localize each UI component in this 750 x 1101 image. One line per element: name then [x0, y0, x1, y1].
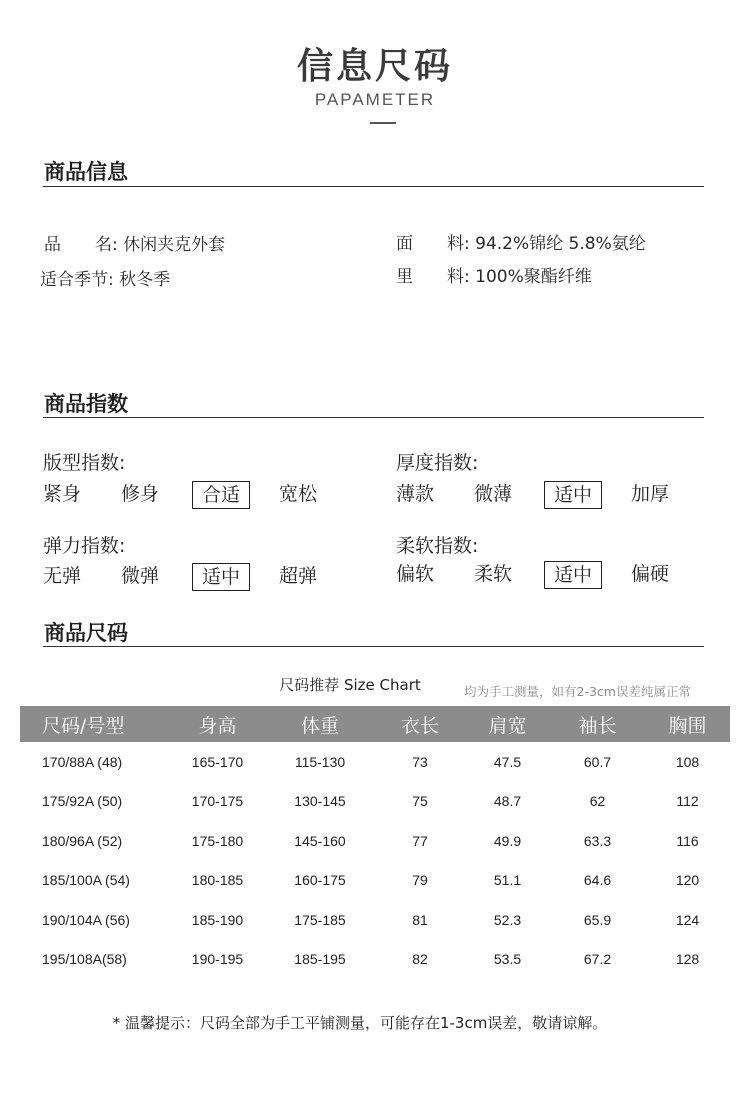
table-cell: 51.1: [493, 872, 522, 889]
fit-option: 宽松: [279, 483, 318, 505]
softness-option: 偏硬: [631, 563, 670, 585]
table-cell: 165-170: [191, 753, 244, 770]
season-value: 秋冬季: [119, 270, 171, 290]
table-cell: 128: [675, 951, 700, 968]
season-label: 适合季节:: [40, 270, 114, 290]
section-divider: [43, 186, 704, 187]
fabric-row: [396, 229, 646, 254]
table-cell: 180-185: [191, 872, 244, 889]
column-header: 衣长: [400, 714, 439, 737]
table-cell: 175-185: [294, 911, 346, 928]
table-cell: 64.6: [583, 872, 612, 889]
fabric-label: 面 料:: [396, 234, 470, 254]
table-cell: 112: [676, 793, 699, 810]
table-cell: 116: [676, 832, 699, 849]
table-cell: 75: [412, 793, 428, 810]
section-heading-product-size: 商品尺码: [44, 621, 128, 645]
table-cell: 195/108A(58): [42, 951, 127, 968]
table-row: [20, 900, 730, 940]
table-cell: 63.3: [583, 832, 612, 849]
table-cell: 185/100A (54): [42, 872, 130, 889]
table-row: [20, 782, 730, 822]
column-header: 袖长: [578, 714, 617, 737]
softness-option: 柔软: [474, 563, 513, 585]
lining-label: 里 料:: [396, 267, 470, 287]
table-row: [20, 821, 730, 861]
thickness-option-selected: 适中: [544, 481, 602, 509]
table-cell: 170-175: [191, 793, 244, 810]
table-cell: 170/88A (48): [42, 753, 123, 770]
table-cell: 47.5: [493, 753, 522, 770]
table-row: [20, 861, 730, 901]
product-name-value: 休闲夹克外套: [123, 235, 226, 255]
table-cell: 73: [412, 753, 428, 770]
table-cell: 145-160: [294, 832, 346, 849]
table-row: [20, 940, 730, 980]
table-row: [20, 742, 730, 782]
table-cell: 49.9: [493, 832, 522, 849]
product-name-label: 品 名:: [44, 235, 118, 255]
lining-row: [396, 262, 592, 287]
table-cell: 52.3: [493, 911, 522, 928]
fit-option: 紧身: [43, 483, 82, 505]
table-cell: 67.2: [583, 951, 612, 968]
column-header: 体重: [300, 714, 339, 737]
section-heading-product-info: 商品信息: [44, 160, 128, 184]
softness-option: 偏软: [396, 563, 435, 585]
page-subtitle: PAPAMETER: [314, 90, 436, 109]
size-table: [20, 706, 730, 979]
table-cell: 190-195: [191, 951, 244, 968]
season-row: [40, 265, 170, 290]
table-cell: 53.5: [493, 951, 522, 968]
table-cell: 124: [675, 911, 700, 928]
softness-index-label: 柔软指数:: [396, 535, 479, 557]
table-cell: 190/104A (56): [42, 911, 130, 928]
table-cell: 65.9: [583, 911, 612, 928]
column-header: 肩宽: [488, 714, 527, 737]
size-chart-note: 均为手工测量，如有2-3cm误差纯属正常: [464, 684, 691, 699]
table-cell: 79: [412, 872, 428, 889]
thickness-option: 薄款: [396, 483, 435, 505]
table-cell: 175/92A (50): [42, 793, 123, 810]
thickness-option: 加厚: [631, 483, 670, 505]
table-cell: 82: [412, 951, 428, 968]
table-cell: 130-145: [294, 793, 346, 810]
softness-option-selected: 适中: [544, 561, 602, 589]
fabric-value: 94.2%锦纶 5.8%氨纶: [475, 234, 646, 254]
elasticity-option: 微弹: [121, 565, 160, 587]
table-cell: 180/96A (52): [42, 832, 123, 849]
elasticity-option: 超弹: [279, 565, 318, 587]
size-chart-title: 尺码推荐 Size Chart: [279, 676, 421, 694]
fit-option: 修身: [121, 483, 160, 505]
table-cell: 60.7: [583, 753, 612, 770]
table-cell: 185-195: [294, 951, 346, 968]
table-cell: 160-175: [294, 872, 346, 889]
elasticity-index-label: 弹力指数:: [43, 535, 126, 557]
table-cell: 115-130: [294, 753, 346, 770]
lining-value: 100%聚酯纤维: [475, 267, 592, 287]
table-cell: 175-180: [191, 832, 244, 849]
table-cell: 48.7: [493, 793, 522, 810]
table-cell: 62: [589, 793, 606, 810]
table-cell: 120: [675, 872, 700, 889]
column-header: 胸围: [668, 714, 707, 737]
section-heading-product-index: 商品指数: [44, 392, 128, 416]
table-cell: 185-190: [191, 911, 244, 928]
table-cell: 81: [412, 911, 428, 928]
footnote: * 温馨提示：尺码全部为手工平铺测量，可能存在1-3cm误差，敬请谅解。: [112, 1014, 608, 1032]
size-table-header-row: [20, 706, 730, 742]
table-cell: 108: [675, 753, 700, 770]
column-header: 尺码/号型: [42, 714, 125, 737]
thickness-option: 微薄: [474, 483, 513, 505]
page-title: 信息尺码: [296, 46, 453, 87]
fit-option-selected: 合适: [192, 481, 250, 509]
product-name-row: [44, 230, 225, 255]
elasticity-option: 无弹: [43, 565, 82, 587]
table-cell: 77: [412, 832, 428, 849]
section-divider: [43, 417, 704, 418]
section-divider: [43, 646, 704, 647]
thickness-index-label: 厚度指数:: [396, 452, 479, 474]
fit-index-label: 版型指数:: [43, 452, 126, 474]
title-divider: [370, 122, 396, 124]
elasticity-option-selected: 适中: [192, 563, 250, 591]
column-header: 身高: [198, 714, 237, 737]
